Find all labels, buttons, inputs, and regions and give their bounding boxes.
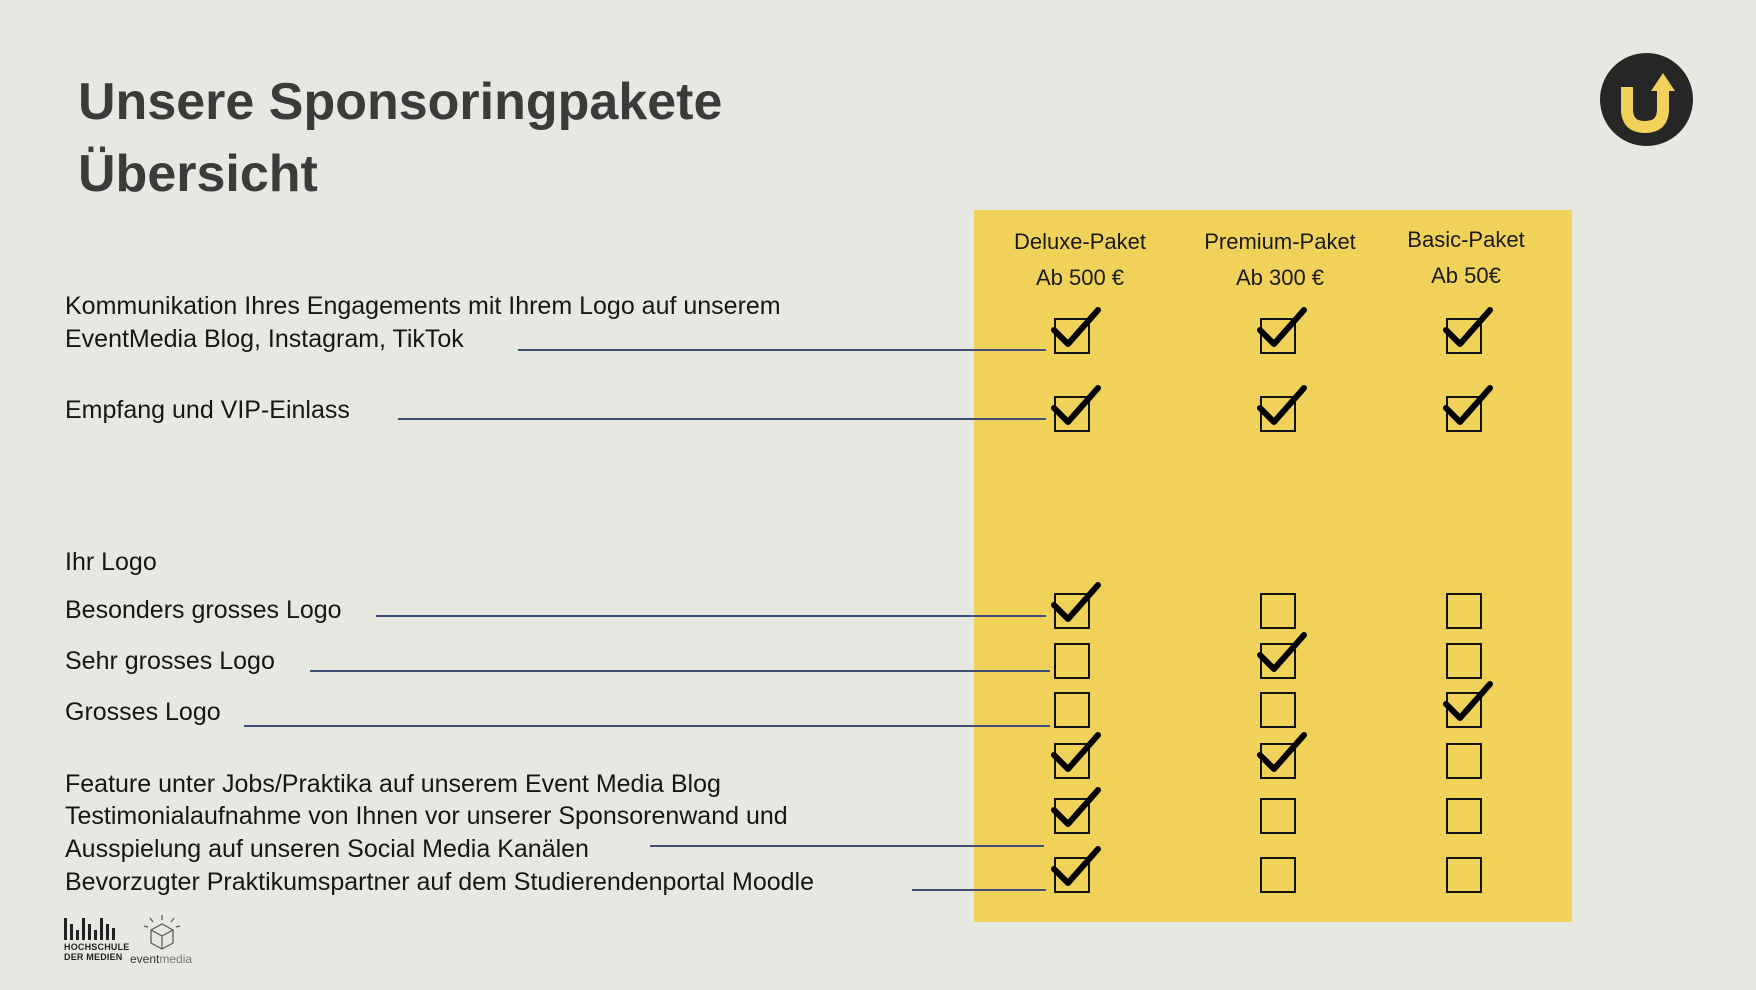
eventmedia-logo-text (130, 952, 192, 966)
connector-line-preferred-partner (912, 889, 1046, 891)
u-logo-icon (1600, 53, 1693, 146)
checkmark-icon (1256, 384, 1310, 430)
checkmark-icon (1256, 731, 1310, 777)
eventmedia-logo-event: event (130, 952, 160, 966)
package-deluxe-price: Ab 500 € (1035, 265, 1125, 290)
row-logo-very-large-label: Sehr grosses Logo (65, 647, 275, 675)
row-testimonial-line-2: Ausspielung auf unseren Social Media Kanälen (65, 835, 589, 863)
checkmark-icon (1050, 581, 1104, 627)
package-premium-header (1180, 224, 1380, 296)
checkmark-icon (1442, 384, 1496, 430)
checkmark-icon (1050, 306, 1104, 352)
connector-line-logo-extra-large (376, 615, 1046, 617)
hdm-logo-text (64, 942, 130, 962)
checkmark-icon (1442, 680, 1496, 726)
checkbox-testimonial-premium (1260, 798, 1296, 834)
hdm-logo-line-1: HOCHSCHULE (64, 942, 130, 952)
connector-line-reception (398, 418, 1046, 420)
eventmedia-logo-media: media (159, 952, 193, 966)
package-premium-price: Ab 300 € (1235, 265, 1325, 290)
connector-line-testimonial (650, 845, 1044, 847)
checkmark-icon (1050, 731, 1104, 777)
connector-line-logo-very-large (310, 670, 1050, 672)
row-feature-jobs-label: Feature unter Jobs/Praktika auf unserem Event Media Blog (65, 770, 721, 798)
checkmark-icon (1256, 631, 1310, 677)
slide-title (78, 66, 978, 210)
row-communication-line-1: Kommunikation Ihres Engagements mit Ihrem Logo auf unserem (65, 292, 781, 320)
row-communication-label (65, 290, 781, 356)
checkmark-icon (1050, 384, 1104, 430)
checkmark-icon (1442, 306, 1496, 352)
package-deluxe-header (980, 224, 1180, 296)
row-testimonial-label (65, 800, 788, 866)
checkbox-logo-large-premium (1260, 692, 1296, 728)
checkbox-feature-jobs-basic (1446, 743, 1482, 779)
checkbox-logo-very-large-basic (1446, 643, 1482, 679)
row-preferred-partner-label: Bevorzugter Praktikumspartner auf dem Studierendenportal Moodle (65, 868, 815, 896)
checkbox-testimonial-basic (1446, 798, 1482, 834)
title-line-2: Übersicht (78, 145, 318, 203)
package-basic-name: Basic-Paket (1407, 227, 1525, 252)
connector-line-communication (518, 349, 1046, 351)
row-communication-line-2: EventMedia Blog, Instagram, TikTok (65, 325, 464, 353)
package-premium-name: Premium-Paket (1204, 229, 1356, 254)
checkbox-logo-large-deluxe (1054, 692, 1090, 728)
checkbox-logo-very-large-deluxe (1054, 643, 1090, 679)
checkmark-icon (1050, 786, 1104, 832)
logo-section-heading: Ihr Logo (65, 548, 157, 576)
row-testimonial-line-1: Testimonialaufnahme von Ihnen vor unserer Sponsorenwand und (65, 802, 788, 830)
row-reception-label: Empfang und VIP-Einlass (65, 396, 350, 424)
checkmark-icon (1256, 306, 1310, 352)
package-basic-header (1366, 222, 1566, 294)
checkbox-logo-extra-large-basic (1446, 593, 1482, 629)
row-logo-extra-large-label: Besonders grosses Logo (65, 596, 342, 624)
row-logo-large-label: Grosses Logo (65, 698, 221, 726)
eventmedia-cube-icon (140, 912, 184, 957)
checkmark-icon (1050, 845, 1104, 891)
title-line-1: Unsere Sponsoringpakete (78, 73, 723, 131)
connector-line-logo-large (244, 725, 1050, 727)
checkbox-logo-extra-large-premium (1260, 593, 1296, 629)
hdm-logo-line-2: DER MEDIEN (64, 952, 123, 962)
package-basic-price: Ab 50€ (1431, 263, 1501, 288)
package-deluxe-name: Deluxe-Paket (1013, 229, 1147, 254)
checkbox-preferred-partner-basic (1446, 857, 1482, 893)
checkbox-preferred-partner-premium (1260, 857, 1296, 893)
